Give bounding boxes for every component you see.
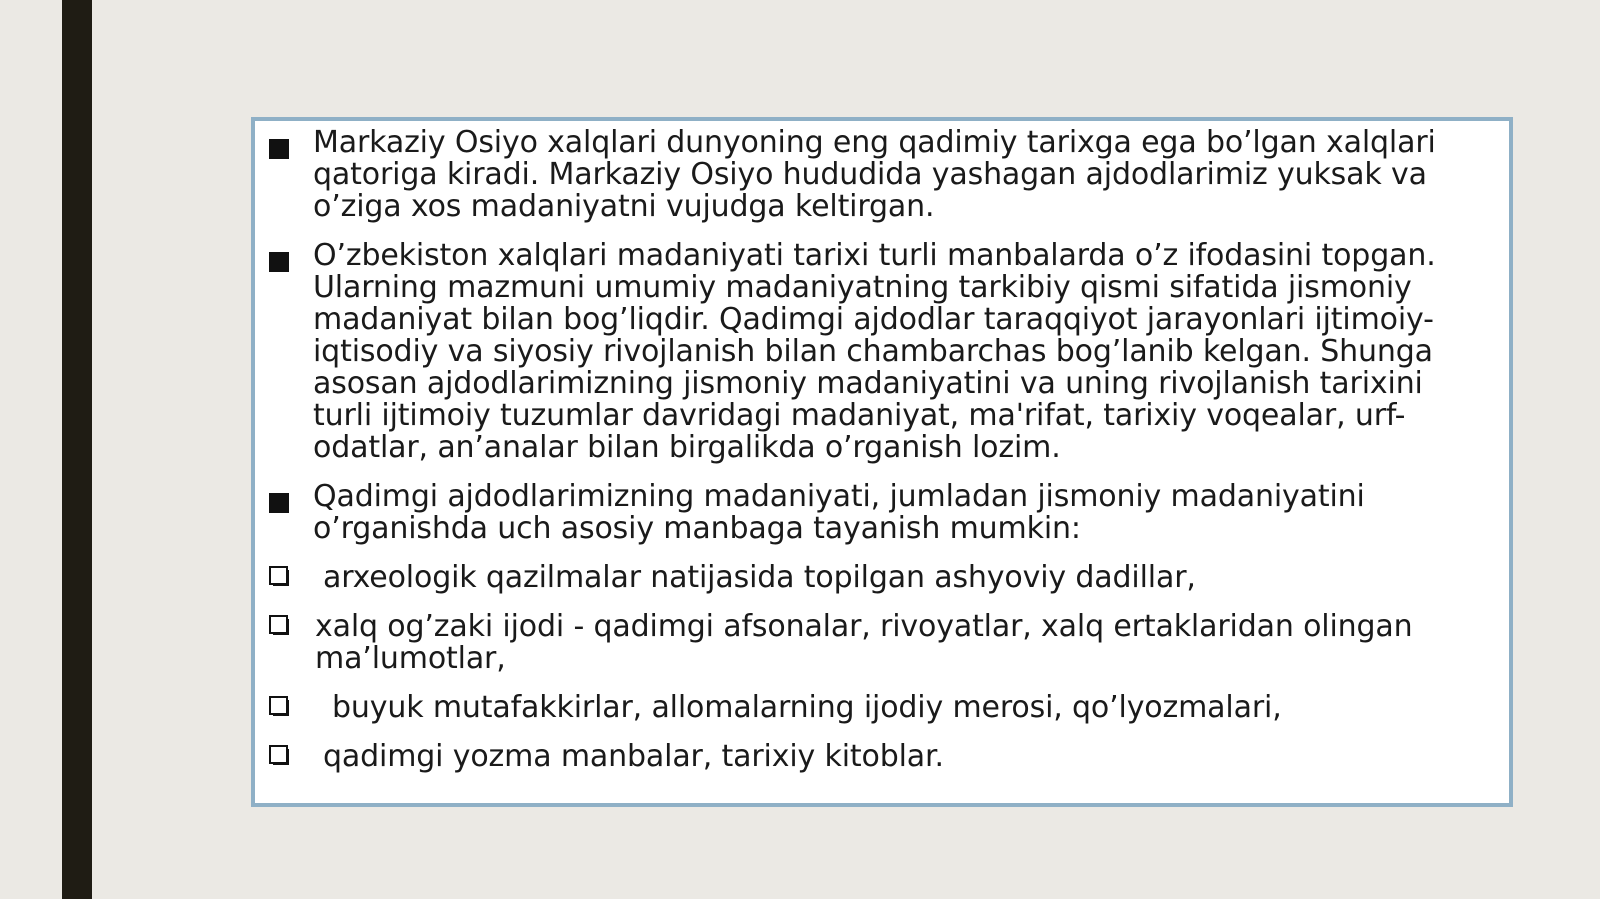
source-text: arxeologik qazilmalar natijasida topilgan ashyoviy dadillar, — [323, 560, 1196, 595]
bullet-text: O’zbekiston xalqlari madaniyati tarixi turli manbalarda o’z ifodasini topgan. Ularning mazmuni umumiy madaniyatning tarkibiy qismi sifatida jismoniy madaniyat bilan bog’liqdir. Qadimgi ajdodlar taraqqiyot jarayonlari ijtimoiy-iqtisodiy va siyosiy rivojlanish bilan chambarchas bog’lanib kelgan. Shunga asosan ajdodlarimizning jismoniy madaniyatini va uning rivojlanish tarixini turli ijtimoiy tuzumlar davridagi madaniyat, ma'rifat, tarixiy voqealar, urf-odatlar, an’analar bilan birgalikda o’rganish lozim. — [313, 238, 1436, 465]
source-text: qadimgi yozma manbalar, tarixiy kitoblar. — [323, 739, 944, 774]
checkbox-bullet-icon — [269, 745, 291, 767]
accent-bar — [62, 0, 92, 899]
source-text: buyuk mutafakkirlar, allomalarning ijodiy merosi, qo’lyozmalari, — [332, 690, 1282, 725]
bullet-text: Qadimgi ajdodlarimizning madaniyati, jumladan jismoniy madaniyatini o’rganishda uch asosiy manbaga tayanish mumkin: — [313, 479, 1365, 546]
source-item — [269, 692, 1487, 724]
bullet-text: Markaziy Osiyo xalqlari dunyoning eng qadimiy tarixga ega bo’lgan xalqlari qatoriga kiradi. Markaziy Osiyo hududida yashagan ajdodlarimiz yuksak va o’ziga xos madaniyatni vujudga keltirgan. — [313, 125, 1436, 224]
checkbox-bullet-icon — [269, 615, 291, 637]
list-item — [269, 240, 1487, 464]
square-bullet-icon — [269, 139, 289, 159]
source-item — [269, 741, 1487, 773]
list-item — [269, 127, 1487, 223]
checkbox-bullet-icon — [269, 566, 291, 588]
square-bullet-icon — [269, 252, 289, 272]
checkbox-bullet-icon — [269, 696, 291, 718]
source-item — [269, 611, 1487, 675]
source-text: xalq og’zaki ijodi - qadimgi afsonalar, rivoyatlar, xalq ertaklaridan olingan ma’lumotlar, — [315, 609, 1413, 676]
content-box — [251, 117, 1513, 807]
square-bullet-icon — [269, 493, 289, 513]
list-item — [269, 481, 1487, 545]
source-item — [269, 562, 1487, 594]
